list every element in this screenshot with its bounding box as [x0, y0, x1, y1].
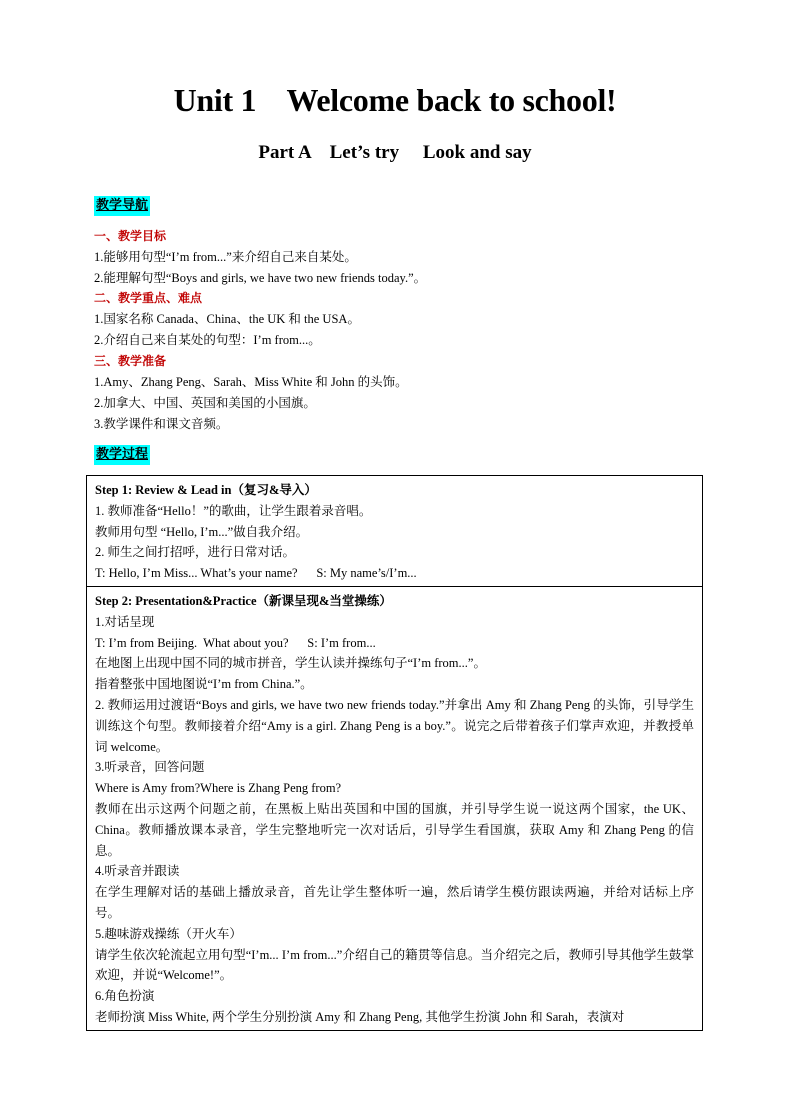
- step-1-heading: Step 1: Review & Lead in（复习&导入）: [95, 483, 317, 497]
- preparation-item: 3.教学课件和课文音频。: [94, 417, 229, 431]
- step-line: 5.趣味游戏操练（开火车）: [95, 926, 242, 941]
- preparation-item: 2.加拿大、中国、英国和美国的小国旗。: [94, 396, 316, 410]
- step-line: 教师用句型 “Hello, I’m...”做自我介绍。: [95, 524, 309, 539]
- step-line: T: I’m from Beijing. What about you? S: I’m from...: [95, 635, 376, 650]
- objective-item: 2.能理解句型“Boys and girls, we have two new friends today.”。: [94, 271, 427, 285]
- step-line: 1.对话呈现: [95, 614, 155, 629]
- step-2-heading: Step 2: Presentation&Practice（新课呈现&当堂操练）: [95, 593, 392, 608]
- step-line: Where is Amy from?Where is Zhang Peng from?: [95, 781, 342, 796]
- step-line: 3.听录音，回答问题: [95, 760, 205, 775]
- step-line: 老师扮演 Miss White, 两个学生分别扮演 Amy 和 Zhang Peng, 其他学生扮演 John 和 Sarah，表演对: [95, 1009, 625, 1024]
- step-line: 在学生理解对话的基础上播放录音，首先让学生整体听一遍，然后请学生模仿跟读两遍，并给对话标上序号。: [95, 885, 694, 920]
- step-2-cell: [87, 586, 703, 1030]
- key-point-item: 2.介绍自己来自某处的句型：I’m from...。: [94, 333, 321, 347]
- step-line: T: Hello, I’m Miss... What’s your name? S: My name’s/I’m...: [95, 566, 417, 581]
- objective-item: 1.能够用句型“I’m from...”来介绍自己来自某处。: [94, 250, 357, 264]
- step-line: 6.角色扮演: [95, 989, 155, 1004]
- step-line: 教师在出示这两个问题之前，在黑板上贴出英国和中国的国旗，并引导学生说一说这两个国家，the UK、China。教师播放课本录音，学生完整地听完一次对话后，引导学生看国旗，获取 Amy 和 Zhang Peng 的信息。: [95, 801, 694, 858]
- step-line: 4.听录音并跟读: [95, 864, 180, 879]
- step-line: 2. 教师运用过渡语“Boys and girls, we have two new friends today.”并拿出 Amy 和 Zhang Peng 的头饰，引导学生训练这个句型。教师接着介绍“Amy is a girl. Zhang Peng is a boy.”。说完之后带着孩子们掌声欢迎，并教授单词 welcome。: [95, 697, 694, 754]
- page-subtitle: Part A Let’s try Look and say: [258, 142, 532, 163]
- teaching-process-table: [86, 475, 703, 1031]
- page-title: Unit 1 Welcome back to school!: [173, 82, 617, 118]
- key-points-heading: 二、教学重点、难点: [94, 291, 203, 305]
- step-line: 1. 教师准备“Hello！”的歌曲，让学生跟着录音唱。: [95, 503, 372, 518]
- step-1-cell: [87, 476, 703, 587]
- step-line: 在地图上出现中国不同的城市拼音，学生认读并操练句子“I’m from...”。: [95, 656, 486, 671]
- preparation-heading: 三、教学准备: [94, 354, 167, 368]
- preparation-item: 1.Amy、Zhang Peng、Sarah、Miss White 和 John 的头饰。: [94, 375, 408, 389]
- step-line: 2. 师生之间打招呼，进行日常对话。: [95, 545, 296, 560]
- step-2-row: [87, 586, 703, 1030]
- teaching-guide-badge: 教学导航: [94, 196, 150, 216]
- step-line: 请学生依次轮流起立用句型“I’m... I’m from...”介绍自己的籍贯等信息。当介绍完之后，教师引导其他学生鼓掌欢迎，并说“Welcome!”。: [95, 947, 694, 983]
- step-line: 指着整张中国地图说“I’m from China.”。: [95, 677, 313, 692]
- step-1-row: [87, 476, 703, 587]
- objectives-heading: 一、教学目标: [94, 229, 167, 243]
- key-point-item: 1.国家名称 Canada、China、the UK 和 the USA。: [94, 312, 360, 326]
- teaching-process-badge: 教学过程: [94, 445, 150, 465]
